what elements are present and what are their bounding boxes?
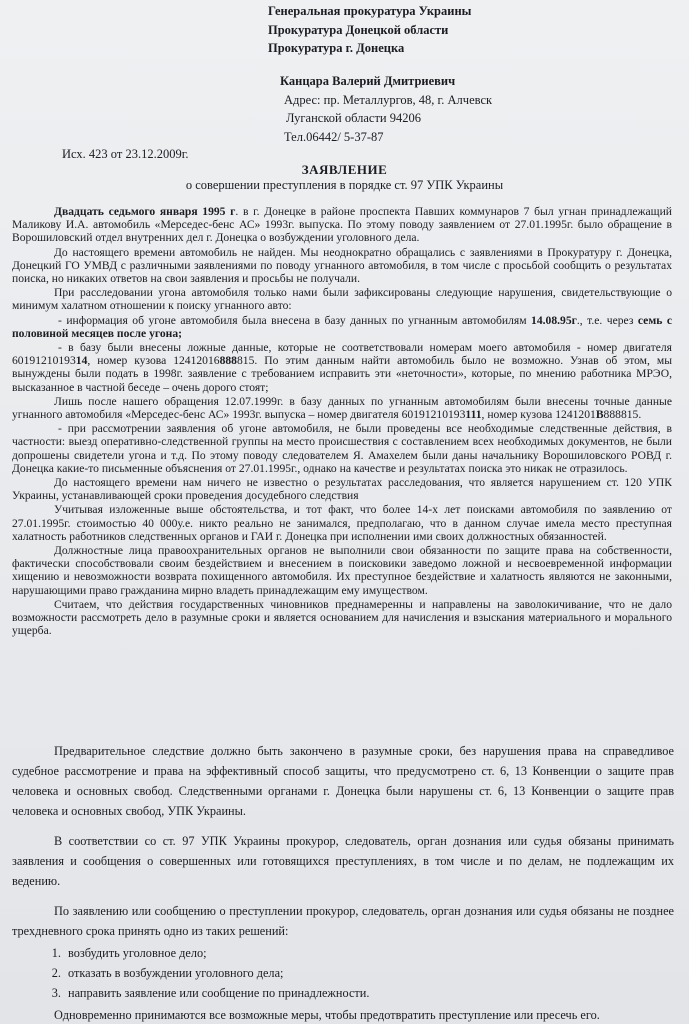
paragraph-12: Предварительное следствие должно быть закончено в разумные сроки, без нарушения права на справедливое судебное рассмотрение и права на эффективный способ защиты, что предусмотрено ст. 6, 13 Конвенции о защите прав человека и основных свобод. Следственными органами г. Донецка были нарушены ст. 6, 13 Конвенции о защите прав человека и основных свобод, УПК Украины. [12,744,674,818]
decisions-list [12,943,674,1003]
p6-b1: 111 [465,408,482,422]
paragraph-11: Считаем, что действия государственных чиновников преднамеренны и направлены на заволокичивание, что не дало возможности рассмотреть дело в разумные сроки и является основанием для начисления и взыскания материального и морального ущерба. [12,597,672,638]
paragraph-7: - при рассмотрении заявления об угоне автомобиля, не были проведены все необходимые следственные действия, в частности: выезд оперативно-следственной группы на место происшествия с составлением всех необходимых документов, не были допрошены свидетели угона и т.д. По этому поводу следователем Я. Амахелем были даны начальнику Ворошиловского РОВД г. Донецка какие-то письменные объяснения от 27.01.1995г., однако на качестве и результатах поиска это никак не отразилось. [12,422,672,475]
p6-b2: В [595,408,604,422]
p4-a: - информация об угоне автомобиля была внесена в базу данных по угнанным автомобилям [58,313,532,327]
p4-date: 14.08.95г [531,313,577,327]
document-title: ЗАЯВЛЕНИЕ [301,162,388,177]
document-subtitle: о совершении преступления в порядке ст. 97 УПК Украины [185,178,504,192]
paragraph-8: До настоящего времени нам ничего не известно о результатах расследования, что является нарушением ст. 120 УПК Украины, устанавливающей сроки проведения досудебного следствия [12,476,672,503]
decision-item-1: 1. возбудить уголовное дело; [64,943,674,963]
p5-b1: 14 [75,354,88,368]
paragraph-2: До настоящего времени автомобиль не найден. Мы неоднократно обращались с заявлениями в Прокуратуру г. Донецка, Донецкий ГО УМВД с различными заявлениями по поводу угнанного автомобиля, в том числе с просьбой сообщить о результатах поиска, но никаких ответов на свои заявления и просьбы не получали. [12,245,672,286]
paragraph-10: Должностные лица правоохранительных органов не выполнили свои обязанности по защите права на собственности, фактически способствовали своим бездействием и внесением в поисковики заведомо ложной и несвоевременной информации хищению и невозможности возврата похищенного автомобиля. Их преступное бездействие и халатность являются не законными, нарушающими право гражданина мирно владеть принадлежащим ему имуществом. [12,544,672,597]
statement-body-part-2 [12,741,674,1024]
paragraph-14: По заявлению или сообщению о преступлении прокурор, следователь, орган дознания или судья обязаны не позднее трехдневного срока принять одно из таких решений: [12,904,674,938]
paragraph-4 [12,314,672,340]
p5-b2: 888 [219,354,237,368]
sender-address-2: Луганской области 94206 [286,111,421,125]
sender-phone: Тел.06442/ 5-37-87 [284,129,384,144]
theft-date: Двадцать седьмого января 1995 г [54,205,236,218]
paragraph-9: Учитывая изложенные выше обстоятельства, и тот факт, что более 14-х лет поисками автомобиля по заявлению от 27.01.1995г. стоимостью 40 000у.е. никто реально не занимался, предполагаю, что в данном случае имела место преступная халатность работников следственных органов и ГАИ г. Донецка при исполнении ими своих должностных обязанностей. [12,503,672,543]
p6-c: , номер кузова 1241201 [481,408,596,422]
p5-c: , номер кузова 12412016 [87,354,220,368]
recipient-line-3: Прокуратура г. Донецка [268,41,405,55]
p6-d: 888815. [603,408,642,422]
paragraph-1 [12,205,672,245]
paragraph-5 [12,341,672,394]
paragraph-15: Одновременно принимаются все возможные меры, чтобы предотвратить преступление или пресечь его. [54,1008,600,1022]
p5-d: 815. По этим данным найти автомобиль было не возможно. Узнав об этом, мы вынуждены были подать в 1998г. заявление с требованием исправить эти «неточности», которые, по мнению работника МРЭО, высказанное в частной беседе – очень дорого стоят; [12,354,672,394]
recipient-line-1: Генеральная прокуратура Украины [268,4,472,18]
recipient-block [268,2,471,58]
p5-a: - в базу были внесены ложные данные, которые не соответствовали номерам моего автомобиля - номер двигателя 60191210193 [12,341,672,368]
sender-address-1: Адрес: пр. Металлургов, 48, г. Алчевск [284,92,493,107]
outgoing-number: Исх. 423 от 23.12.2009г. [62,147,189,161]
sender-name: Канцара Валерий Дмитриевич [280,74,456,88]
paragraph-13: В соответствии со ст. 97 УПК Украины прокурор, следователь, орган дознания или судья обязаны принимать заявления и сообщения о совершенных или готовящихся преступлениях, в том числе и по делам, не подлежащим их ведению. [12,834,674,888]
p4-b: ., т.е. через [576,313,638,327]
paragraph-6 [12,395,672,421]
p4-bold: семь с половиной месяцев после угона; [12,313,672,340]
recipient-line-2: Прокуратура Донецкой области [268,22,449,37]
p6-a: Лишь после нашего обращения 12.07.1999г. в базу данных по угнанным автомобилям были внесены точные данные угнанного автомобиля «Мерседес-бенс АС» 1993г. выпуска – номер двигателя 60191210193 [12,394,672,422]
decision-item-3: 3. направить заявление или сообщение по принадлежности. [64,983,674,1003]
statement-body-part-1 [12,205,672,639]
paragraph-1-text: . в г. Донецке в районе проспекта Павших коммунаров 7 был угнан принадлежащий Маликову И.А. автомобиль «Мерседес-бенс АС» 1993г. выпуска. По этому поводу заявлением от 27.01.1995г. было обращение в Ворошиловский отдел внутренних дел г. Донецка о возбуждении уголовного дела. [12,205,672,245]
paragraph-3: При расследовании угона автомобиля только нами были зафиксированы следующие нарушения, свидетельствующие о минимум халатном отношении к поиску угнанного авто: [12,286,672,313]
sender-block [280,72,492,146]
decision-item-2: 2. отказать в возбуждении уголовного дела; [64,963,674,983]
